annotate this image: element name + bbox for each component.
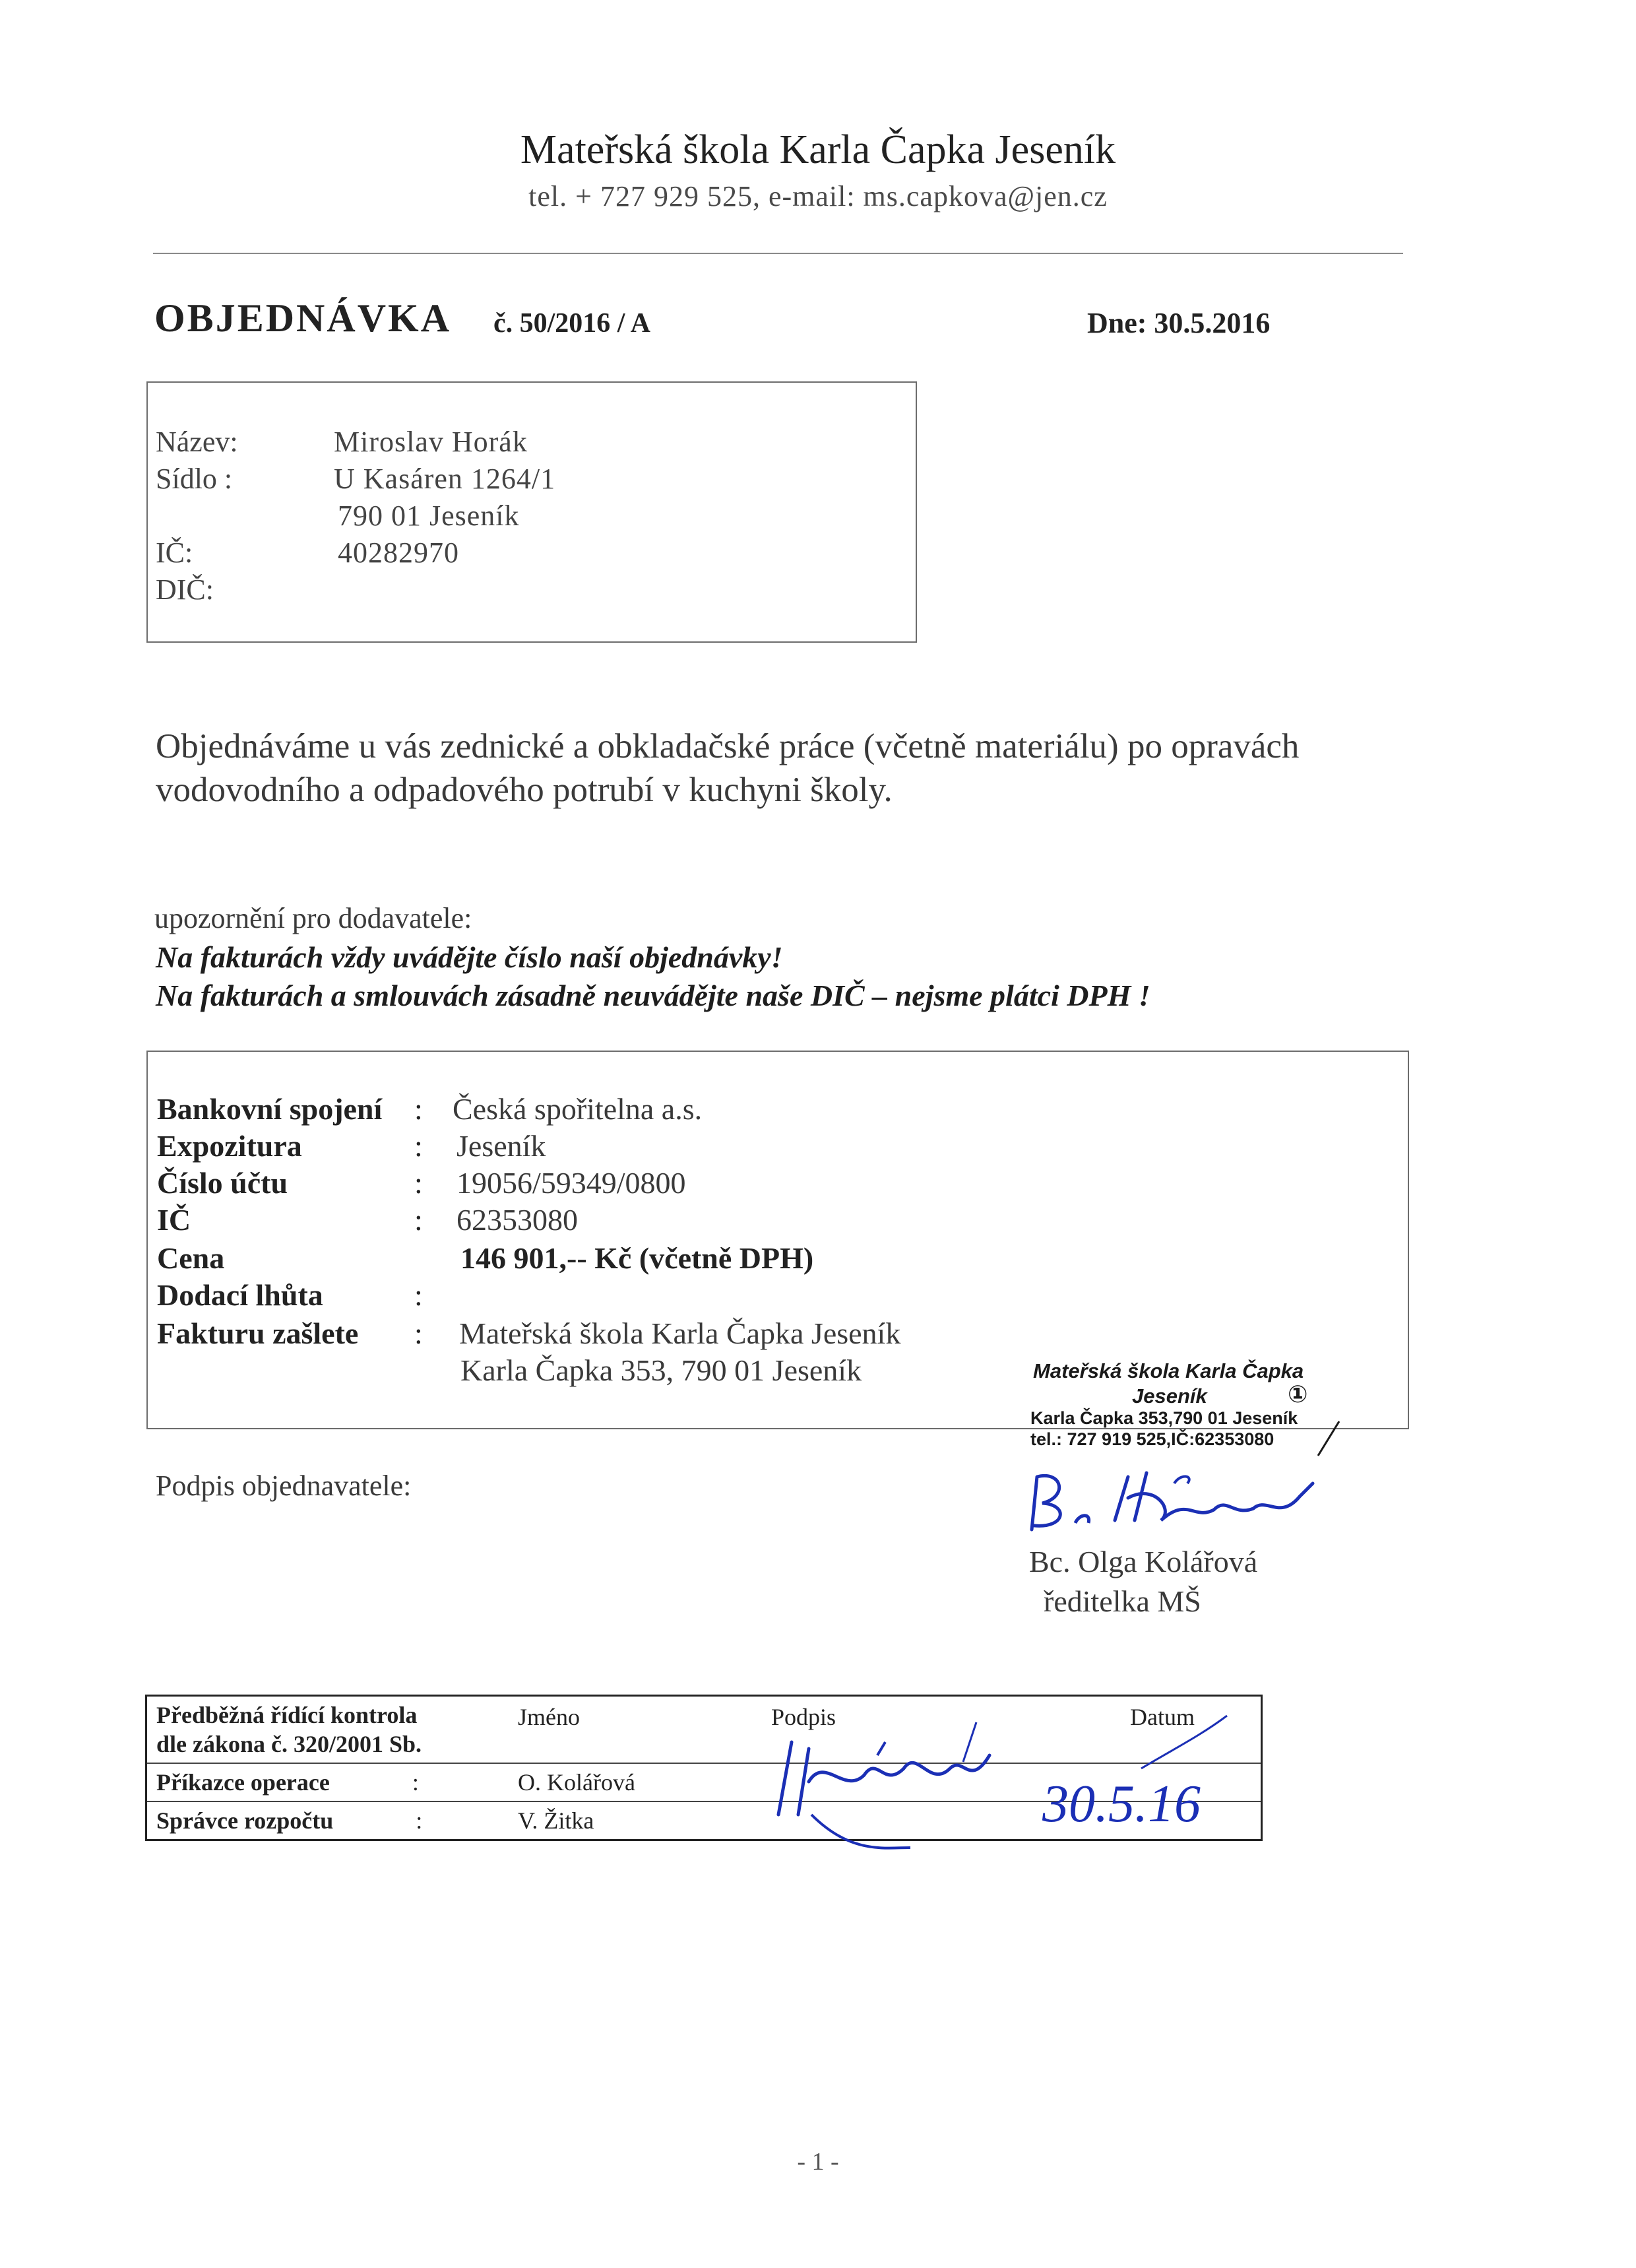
invoice-address-line1: Mateřská škola Karla Čapka Jeseník [459, 1316, 901, 1350]
stamp-line-2: Jeseník [1132, 1384, 1207, 1408]
account-value: 19056/59349/0800 [456, 1166, 686, 1200]
control-title-line-1: Předběžná řídící kontrola [156, 1702, 418, 1728]
control-title-line-2: dle zákona č. 320/2001 Sb. [156, 1731, 422, 1757]
control-handwritten-date [1029, 1709, 1253, 1841]
supplier-box [146, 381, 917, 643]
school-ic-colon: : [414, 1203, 423, 1237]
invoice-to-colon: : [414, 1316, 423, 1350]
control-header-name: Jméno [518, 1704, 580, 1730]
stamp-line-3: Karla Čapka 353,790 01 Jeseník [1030, 1408, 1298, 1428]
supplier-name: Miroslav Horák [334, 426, 528, 458]
control-handwritten-signature [772, 1716, 996, 1861]
control-title-cell [146, 1696, 509, 1764]
control-header-date: Datum [1130, 1704, 1195, 1730]
bank-label: Bankovní spojení [157, 1092, 383, 1126]
branch-label: Expozitura [157, 1129, 302, 1163]
branch-value: Jeseník [456, 1129, 546, 1163]
stamp-slash-icon [1313, 1419, 1346, 1458]
director-name: Bc. Olga Kolářová [1029, 1545, 1258, 1578]
control-row-name: V. Žitka [509, 1801, 725, 1840]
order-number: č. 50/2016 / A [493, 308, 650, 339]
notice-warning-2: Na fakturách a smlouvách zásadně neuvádějte naše DIČ – nejsme plátci DPH ! [156, 979, 1150, 1012]
control-role-colon: : [416, 1807, 423, 1834]
supplier-seat-label: Sídlo : [156, 463, 233, 495]
order-request-text: Objednáváme u vás zednické a obkladačské práce (včetně materiálu) po opravách vodovodního a odpadového potrubí v kuchyni školy. [156, 727, 1300, 809]
supplier-street: U Kasáren 1264/1 [334, 463, 556, 495]
handwritten-signature [1022, 1457, 1326, 1543]
supplier-name-label: Název: [156, 426, 238, 458]
handwritten-date-text: 30.5.16 [1042, 1775, 1201, 1833]
account-colon: : [414, 1166, 423, 1200]
price-label: Cena [157, 1241, 225, 1275]
stamp-line-4: tel.: 727 919 525,IČ:62353080 [1030, 1429, 1274, 1449]
notice-heading: upozornění pro dodavatele: [154, 902, 472, 934]
control-header-signature: Podpis [771, 1704, 836, 1730]
supplier-ic-label: IČ: [156, 536, 193, 569]
supplier-dic-label: DIČ: [156, 573, 214, 606]
notice-warning-1: Na fakturách vždy uvádějte číslo naší objednávky! [156, 940, 783, 974]
supplier-ic: 40282970 [338, 536, 459, 569]
supplier-city: 790 01 Jeseník [338, 500, 520, 532]
account-label: Číslo účtu [157, 1166, 288, 1200]
order-title: OBJEDNÁVKA [154, 296, 452, 340]
invoice-to-label: Fakturu zašlete [157, 1316, 359, 1350]
control-row-role [146, 1801, 509, 1840]
price-value: 146 901,-- Kč (včetně DPH) [460, 1241, 814, 1275]
stamp-line-1: Mateřská škola Karla Čapka [1033, 1359, 1304, 1382]
bank-colon: : [414, 1092, 423, 1126]
delivery-label: Dodací lhůta [157, 1278, 323, 1312]
control-role-label: Příkazce operace [156, 1769, 330, 1796]
control-role-label: Správce rozpočtu [156, 1807, 334, 1834]
stamp-mark-icon: ① [1288, 1380, 1308, 1408]
control-row-role [146, 1763, 509, 1801]
bank-value: Česká spořitelna a.s. [453, 1092, 703, 1126]
signature-label: Podpis objednavatele: [156, 1470, 412, 1502]
branch-colon: : [414, 1129, 423, 1163]
school-ic-label: IČ [157, 1203, 191, 1237]
school-ic-value: 62353080 [456, 1203, 578, 1237]
control-role-colon: : [412, 1769, 419, 1796]
order-date: Dne: 30.5.2016 [1087, 307, 1271, 339]
control-row-name: O. Kolářová [509, 1763, 725, 1801]
director-role: ředitelka MŠ [1044, 1584, 1201, 1618]
delivery-colon: : [414, 1278, 423, 1312]
invoice-address-line2: Karla Čapka 353, 790 01 Jeseník [460, 1353, 862, 1387]
school-contact: tel. + 727 929 525, e-mail: ms.capkova@jen.cz [528, 180, 1108, 212]
school-name: Mateřská škola Karla Čapka Jeseník [520, 127, 1116, 172]
header-divider [153, 253, 1403, 254]
page-number: - 1 - [797, 2148, 839, 2176]
